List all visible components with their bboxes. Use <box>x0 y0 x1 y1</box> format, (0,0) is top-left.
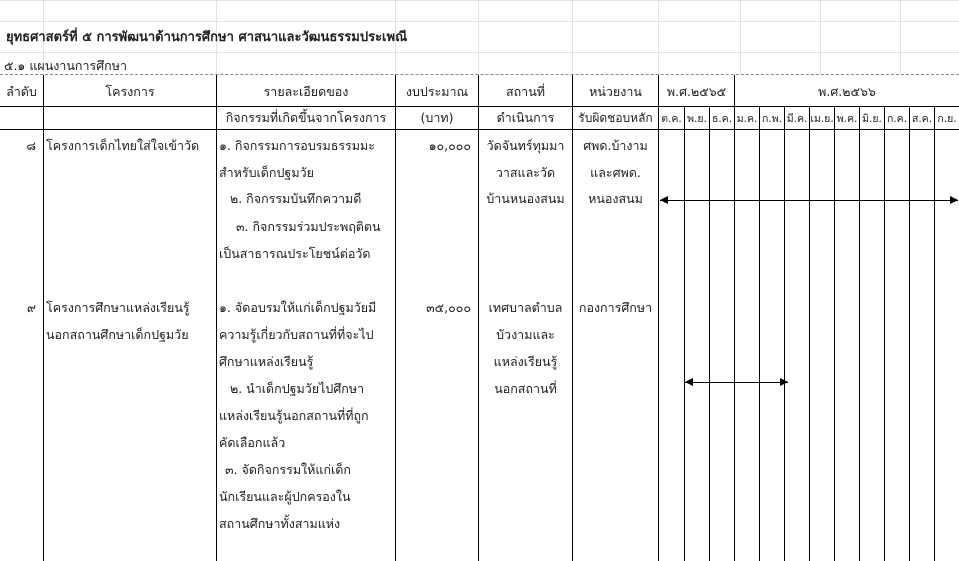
header-place-1: สถานที่ <box>505 84 545 99</box>
header-seq: ลำดับ <box>6 84 37 99</box>
row-budget: ๓๕,๐๐๐ <box>426 300 471 315</box>
row-place-line: แหล่งเรียนรู้ <box>493 354 558 369</box>
month-label: พ.ค. <box>836 113 858 125</box>
grid-line <box>900 0 901 74</box>
grid-line <box>820 0 821 74</box>
month-border <box>834 106 835 561</box>
month-label: ก.พ. <box>762 113 782 125</box>
month-label: เม.ย. <box>810 113 834 125</box>
section-divider <box>0 74 959 75</box>
month-label: ต.ค. <box>661 113 682 125</box>
month-label: มี.ค. <box>786 113 808 125</box>
month-border <box>809 106 810 561</box>
row-number: ๙ <box>26 300 36 315</box>
header-unit-1: หน่วยงาน <box>589 84 642 99</box>
arrow-head-left <box>685 378 693 386</box>
row-unit-line: กองการศึกษา <box>578 300 653 315</box>
header-year-2565: พ.ศ.๒๕๖๕ <box>666 84 727 99</box>
row-unit-line: และศพด. <box>590 165 641 180</box>
schedule-arrow <box>660 200 958 201</box>
table-border <box>216 75 217 561</box>
month-border <box>784 106 785 561</box>
row-detail-line: สำหรับเด็กปฐมวัย <box>219 165 314 180</box>
row-project: โครงการเด็กไทยใส่ใจเข้าวัด <box>46 138 200 153</box>
row-detail-line: ศึกษาแหล่งเรียนรู้ <box>219 354 314 369</box>
row-detail-line: นักเรียนและผู้ปกครองใน <box>219 489 351 504</box>
header-unit-2: รับผิดชอบหลัก <box>578 111 653 125</box>
row-place-line: เทศบาลตำบล <box>488 300 563 315</box>
arrow-head-right <box>950 196 958 204</box>
month-label: ธ.ค. <box>711 113 733 125</box>
grid-line <box>740 0 741 74</box>
month-border <box>684 106 685 561</box>
month-label: พ.ย. <box>687 113 707 125</box>
grid-line <box>658 0 659 74</box>
header-details-2: กิจกรรมที่เกิดขึ้นจากโครงการ <box>225 110 387 125</box>
month-border <box>759 106 760 561</box>
row-place-line: บ้านหนองสนม <box>486 191 565 206</box>
row-place-line: บัวงามและ <box>496 327 555 342</box>
arrow-head-right <box>780 378 788 386</box>
document-title: ยุทธศาสตร์ที่ ๕ การพัฒนาด้านการศึกษา ศาสนาและวัฒนธรรมประเพณี <box>6 30 408 45</box>
row-detail-line: ๒. กิจกรรมบันทึกความดี <box>230 191 362 206</box>
month-border <box>734 106 735 561</box>
row-detail-line: แหล่งเรียนรู้นอกสถานที่ที่ถูก <box>219 408 369 423</box>
table-border <box>658 75 659 561</box>
row-detail-line: เป็นสาธารณประโยชน์ต่อวัด <box>219 246 371 261</box>
header-budget-2: (บาท) <box>420 110 454 125</box>
row-place-line: นอกสถานที่ <box>494 381 557 396</box>
row-project: โครงการศึกษาแหล่งเรียนรู้ <box>46 300 190 315</box>
month-label: ม.ค. <box>736 113 758 125</box>
month-border <box>884 106 885 561</box>
month-border <box>709 106 710 561</box>
row-unit-line: ศพด.บ้างาม <box>583 138 648 153</box>
grid-line <box>0 52 959 53</box>
header-project: โครงการ <box>105 84 155 99</box>
header-place-2: ดำเนินการ <box>496 110 555 125</box>
month-label: ส.ค. <box>911 113 933 125</box>
row-detail-line: ๓. กิจกรรมร่วมประพฤติตน <box>236 219 381 234</box>
row-detail-line: สถานศึกษาทั้งสามแห่ง <box>219 516 341 531</box>
month-border <box>934 106 935 561</box>
row-project: นอกสถานศึกษาเด็กปฐมวัย <box>46 327 189 342</box>
grid-line <box>0 0 959 1</box>
month-label: ก.ย. <box>937 113 957 125</box>
month-border <box>859 106 860 561</box>
document-subtitle: ๕.๑ แผนงานการศึกษา <box>4 58 127 73</box>
month-label: มิ.ย. <box>862 113 882 125</box>
row-detail-line: ๓. จัดกิจกรรมให้แก่เด็ก <box>225 462 351 477</box>
grid-line <box>0 21 959 22</box>
header-budget-1: งบประมาณ <box>405 84 469 99</box>
row-budget: ๑๐,๐๐๐ <box>428 138 471 153</box>
table-border <box>43 75 44 561</box>
arrow-head-left <box>660 196 668 204</box>
row-unit-line: หนองสนม <box>588 191 643 206</box>
row-detail-line: ๑. กิจกรรมการอบรมธรรมมะ <box>219 138 375 153</box>
schedule-arrow <box>685 382 788 383</box>
row-detail-line: ความรู้เกี่ยวกับสถานที่ที่จะไป <box>219 327 374 342</box>
header-details-1: รายละเอียดของ <box>263 84 349 99</box>
row-number: ๘ <box>26 138 36 153</box>
month-label: ก.ค. <box>886 113 908 125</box>
grid-line <box>478 0 479 74</box>
row-detail-line: ๒. นำเด็กปฐมวัยไปศึกษา <box>230 381 365 396</box>
table-border <box>0 129 959 130</box>
row-place-line: วาสและวัด <box>495 165 556 180</box>
row-detail-line: ๑. จัดอบรมให้แก่เด็กปฐมวัยมี <box>219 300 377 315</box>
row-place-line: วัดจันทร์ทุมมา <box>486 138 565 153</box>
header-year-2566: พ.ศ.๒๕๖๖ <box>818 84 876 99</box>
grid-line <box>572 0 573 74</box>
month-border <box>909 106 910 561</box>
row-detail-line: คัดเลือกแล้ว <box>219 435 286 450</box>
